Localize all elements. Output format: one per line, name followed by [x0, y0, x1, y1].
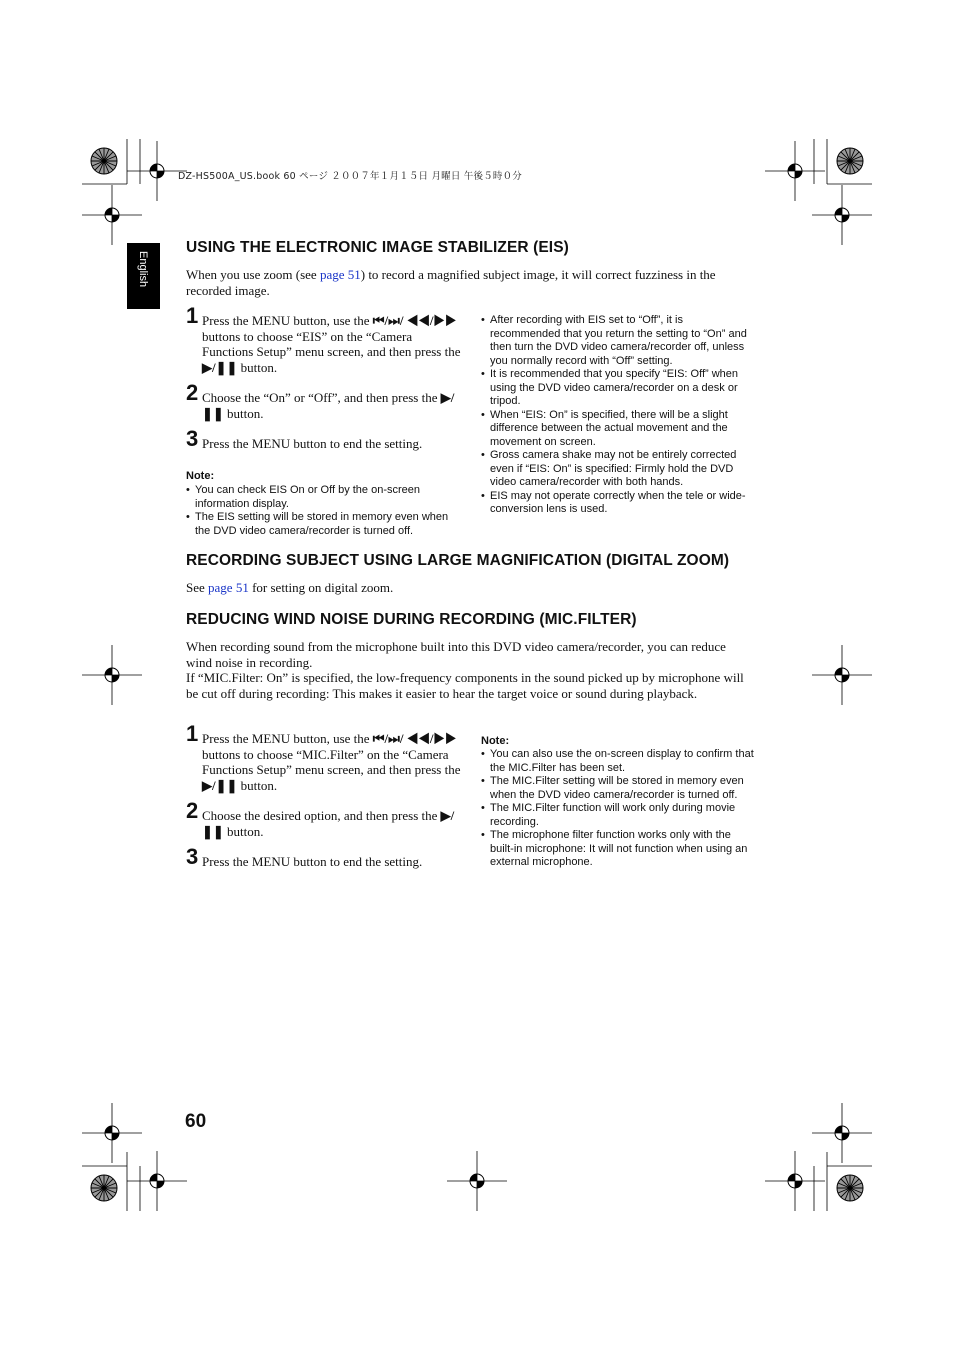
fast-forward-icon: ▶▶ — [433, 313, 457, 328]
eis-notes-right — [481, 314, 756, 517]
play-pause-icon: ▶/❚❚ — [202, 359, 238, 375]
eis-intro — [186, 267, 758, 298]
play-pause-icon: ▶/❚❚ — [202, 777, 238, 793]
mic-step-2 — [186, 798, 464, 840]
list-item: • When “EIS: On” is specified, there will be a slight difference between the actual movement and the movement on screen. — [481, 409, 756, 450]
mic-step-1: 1 Press the MENU button, use the ⏮/⏭/ ◀◀/▶▶ buttons to choose “MIC.Filter” on the “Camera Functions Setup” menu screen, and then press the ▶/❚❚ button. — [186, 721, 461, 793]
eis-page-link[interactable]: page 51 — [319, 267, 361, 282]
skip-back-icon: ⏮ — [372, 731, 385, 746]
skip-back-icon: ⏮ — [372, 313, 385, 328]
skip-forward-icon: ⏭ — [388, 731, 400, 746]
language-tab-label: English — [137, 251, 149, 288]
eis-step-1-text-2: buttons to choose “EIS” on the “Camera Functions Setup” menu screen, and then press the — [202, 328, 461, 359]
eis-step-3 — [186, 426, 464, 454]
list-item: • You can check EIS On or Off by the on-screen information display. — [186, 484, 458, 511]
eis-step-1-text: Press the MENU button, use the — [202, 313, 370, 328]
list-item: • Gross camera shake may not be entirely corrected even if “EIS: On” is specified: Firmly hold the DVD video camera/recorder with both hands. — [481, 449, 756, 490]
list-item: • It is recommended that you specify “EIS: Off” when using the DVD video camera/recorder on a desk or tripod. — [481, 368, 756, 409]
eis-note-title: Note: — [186, 470, 215, 482]
eis-step-2 — [186, 380, 464, 422]
rewind-icon: ◀◀ — [406, 731, 430, 746]
eis-heading: USING THE ELECTRONIC IMAGE STABILIZER (EIS) — [186, 239, 569, 256]
fast-forward-icon: ▶▶ — [433, 731, 457, 746]
eis-step-1: 1 Press the MENU button, use the ⏮/⏭/ ◀◀/▶▶ buttons to choose “EIS” on the “Camera Functions Setup” menu screen, and then press the ▶/❚❚ button. — [186, 303, 461, 375]
mic-step-1-text: Press the MENU button, use the — [202, 731, 370, 746]
mic-step-2-text: Choose the desired option, and then press the — [202, 808, 438, 823]
eis-notes-left — [186, 484, 458, 538]
mic-step-3-text: Press the MENU button to end the setting. — [202, 854, 423, 869]
mic-filter-para-1: When recording sound from the microphone built into this DVD video camera/recorder, you can reduce wind noise in recording. — [186, 639, 726, 670]
list-item: • The MIC.Filter function will work only during movie recording. — [481, 802, 757, 829]
eis-step-1-number: 1 — [186, 303, 199, 328]
page-number: 60 — [185, 1111, 207, 1132]
eis-step-3-text: Press the MENU button to end the setting. — [202, 436, 423, 451]
mic-filter-para-2: If “MIC.Filter: On” is specified, the low-frequency components in the sound picked up by microphone will be cut off during recording: This makes it easier to hear the target voice or sound during playback. — [186, 670, 744, 701]
eis-intro-text-2: ) to record a magnified subject image, it will correct fuzziness in the recorded image. — [186, 267, 716, 298]
digital-zoom-text-1: See — [186, 580, 209, 595]
language-side-tab — [127, 243, 160, 309]
mic-step-3 — [186, 844, 464, 872]
list-item: • The microphone filter function works only with the built-in microphone: It will not function when using an external microphone. — [481, 829, 757, 870]
play-pause-icon: ▶/❚❚ — [202, 390, 455, 421]
eis-step-2-text: Choose the “On” or “Off”, and then press the — [202, 390, 438, 405]
eis-step-3-number: 3 — [186, 426, 199, 451]
list-item: • The EIS setting will be stored in memory even when the DVD video camera/recorder is turned off. — [186, 511, 458, 538]
play-pause-icon: ▶/❚❚ — [202, 808, 455, 839]
digital-zoom-heading: RECORDING SUBJECT USING LARGE MAGNIFICATION (DIGITAL ZOOM) — [186, 552, 730, 569]
eis-step-2-number: 2 — [186, 380, 199, 405]
mic-step-1-text-2: buttons to choose “MIC.Filter” on the “Camera Functions Setup” menu screen, and then press the — [202, 746, 461, 777]
mic-filter-heading: REDUCING WIND NOISE DURING RECORDING (MIC.FILTER) — [186, 611, 637, 628]
mic-step-1-number: 1 — [186, 721, 199, 746]
rewind-icon: ◀◀ — [406, 313, 430, 328]
list-item: • EIS may not operate correctly when the tele or wide-conversion lens is used. — [481, 490, 756, 517]
eis-intro-text: When you use zoom (see — [186, 267, 320, 282]
file-metadata-header: DZ-HS500A_US.book 60 ページ ２００７年１月１５日 月曜日 午後５時０分 — [178, 171, 522, 182]
mic-step-3-number: 3 — [186, 844, 199, 869]
mic-notes — [481, 748, 757, 870]
mic-step-2-number: 2 — [186, 798, 199, 823]
list-item: • You can also use the on-screen display to confirm that the MIC.Filter has been set. — [481, 748, 757, 775]
mic-step-2-text-2: button. — [227, 823, 264, 839]
digital-zoom-text-2: for setting on digital zoom. — [248, 580, 394, 595]
digital-zoom-text — [186, 580, 393, 596]
digital-zoom-page-link[interactable]: page 51 — [208, 580, 249, 595]
list-item: • After recording with EIS set to “Off”, it is recommended that you return the setting to “On” and then turn the DVD video camera/recorder off, unless you normally record with “Off” setting. — [481, 314, 756, 368]
mic-note-title: Note: — [481, 735, 510, 747]
mic-step-1-text-3: button. — [240, 777, 278, 793]
eis-step-1-text-3: button. — [240, 359, 278, 375]
list-item: • The MIC.Filter setting will be stored in memory even when the DVD video camera/recorder is turned off. — [481, 775, 757, 802]
skip-forward-icon: ⏭ — [388, 313, 400, 328]
eis-step-2-text-2: button. — [227, 405, 264, 421]
